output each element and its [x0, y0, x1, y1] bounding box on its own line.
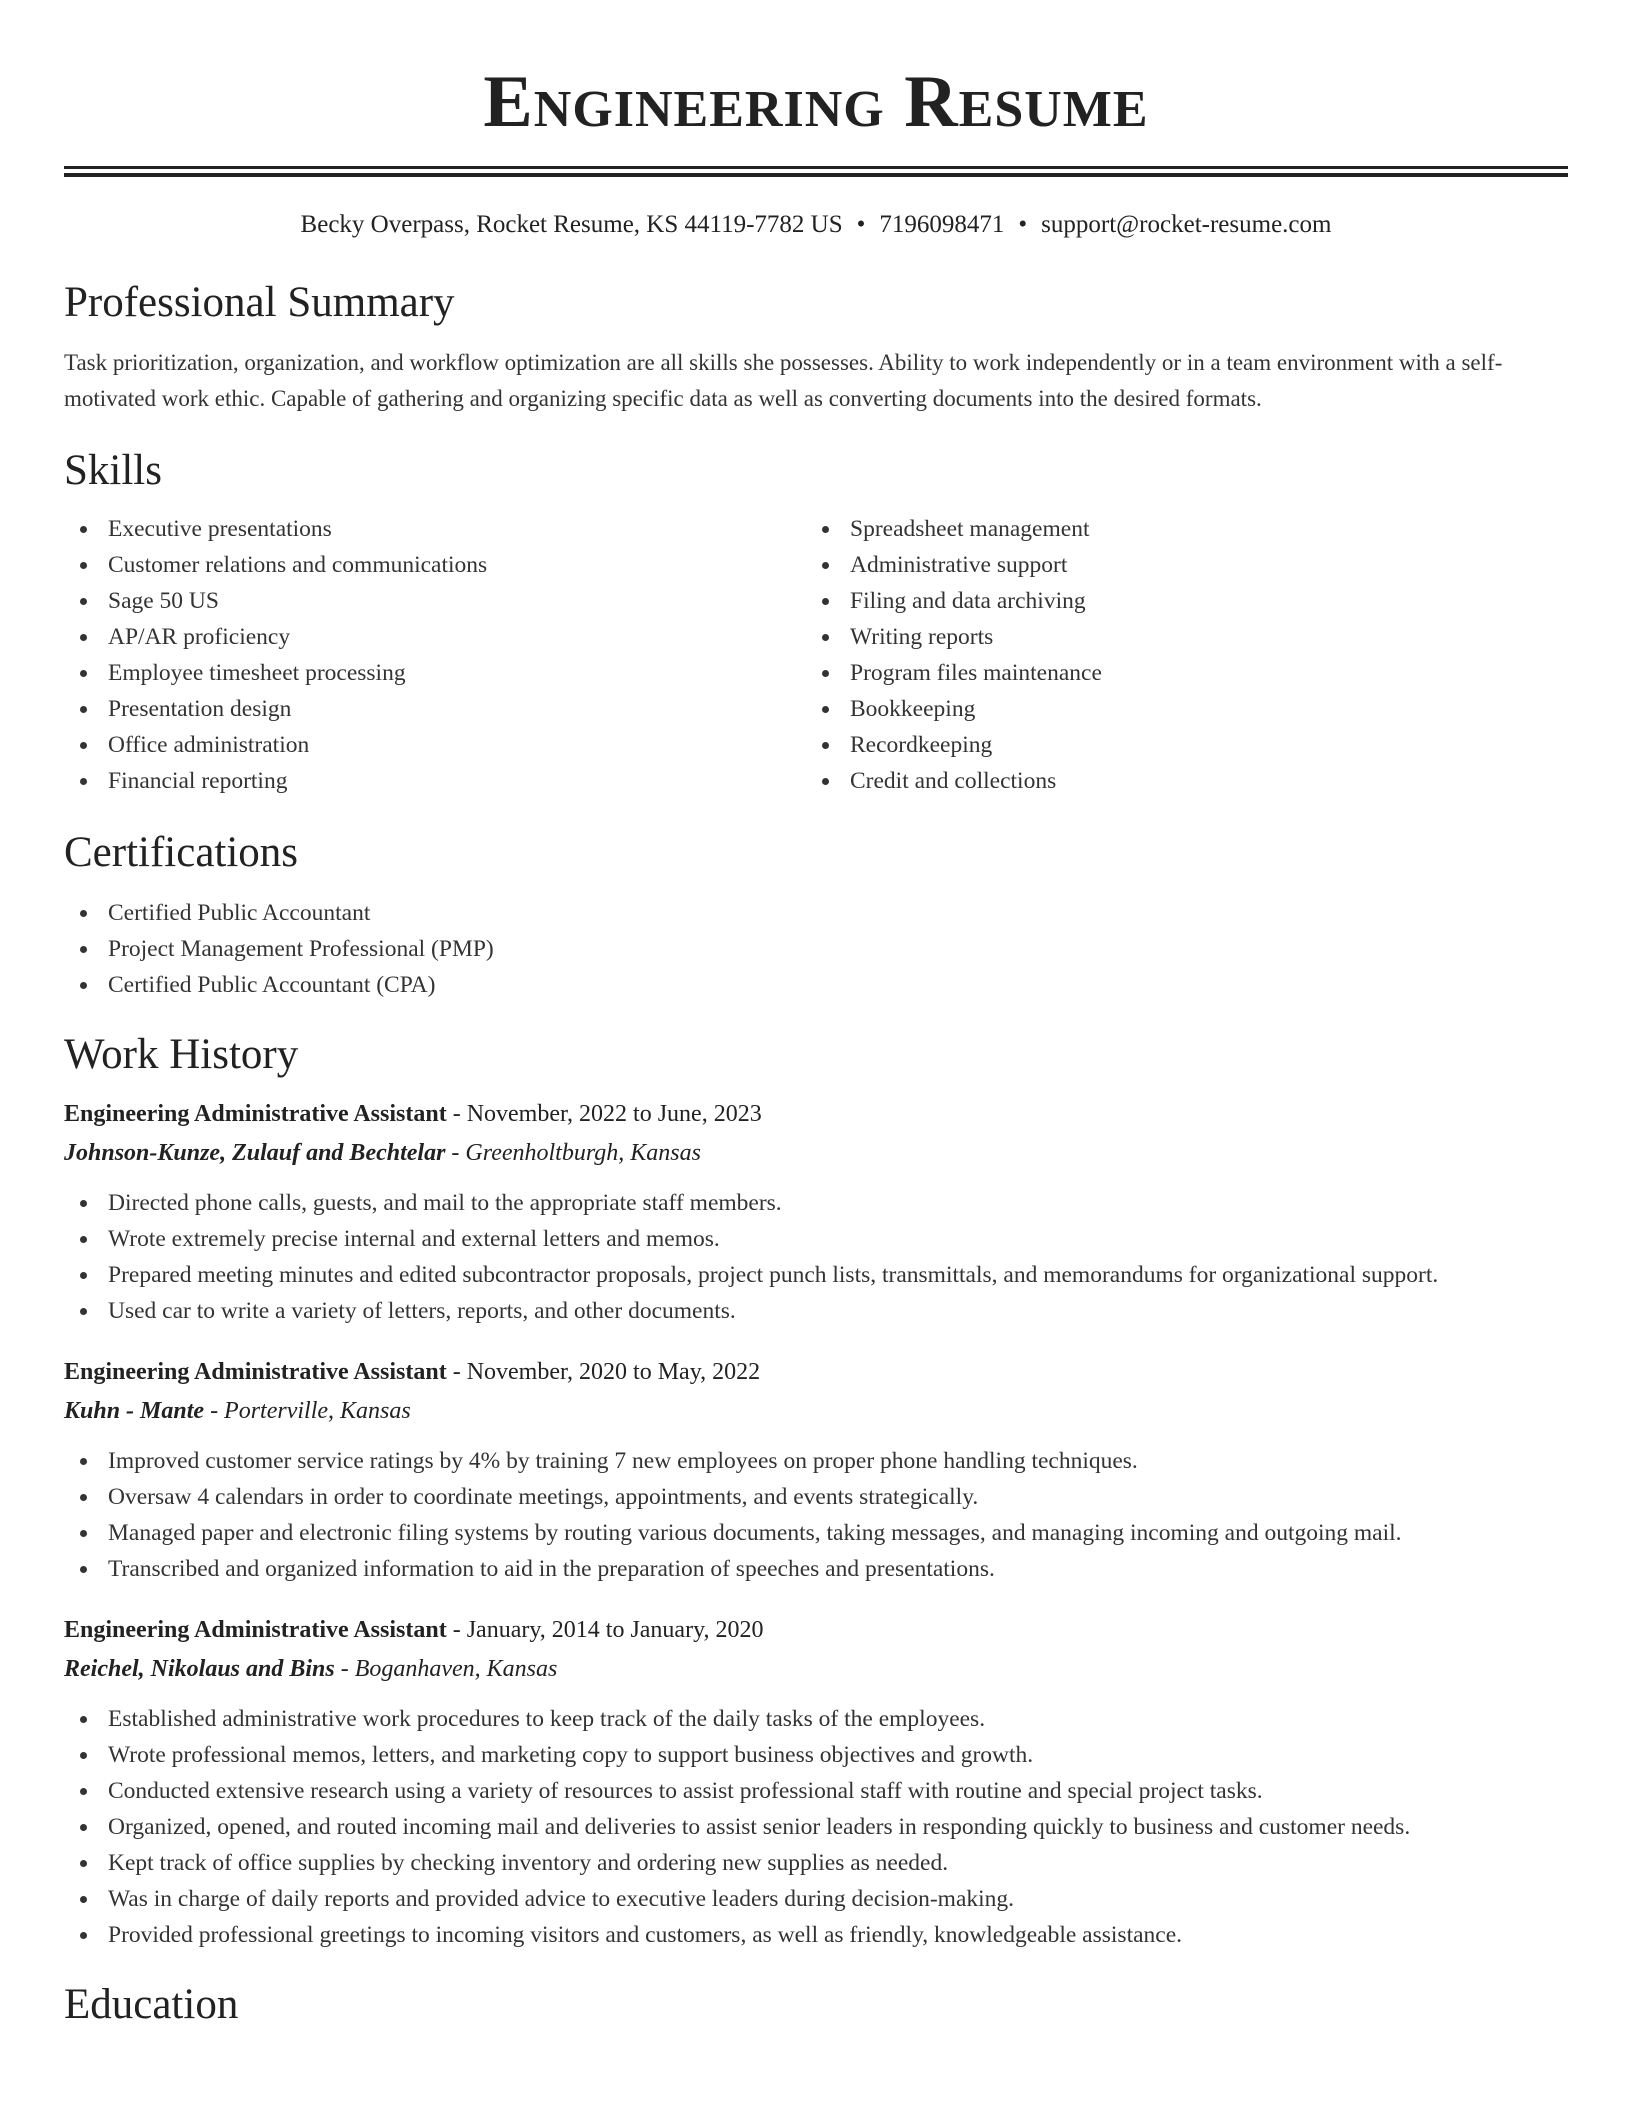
- certifications-list: [64, 895, 1568, 1003]
- contact-separator: •: [856, 211, 866, 238]
- contact-address: Becky Overpass, Rocket Resume, KS 44119-7782 US: [300, 211, 843, 238]
- skill-item: Employee timesheet processing: [64, 655, 806, 691]
- skill-item: Office administration: [64, 727, 806, 763]
- contact-separator: •: [1018, 211, 1028, 238]
- skill-item: Credit and collections: [806, 763, 1548, 799]
- job-bullets: [64, 1443, 1568, 1587]
- skill-item: Administrative support: [806, 547, 1548, 583]
- job-company-line: [64, 1391, 1568, 1431]
- job-location: - Boganhaven, Kansas: [334, 1656, 558, 1682]
- job-company: Reichel, Nikolaus and Bins: [64, 1656, 335, 1682]
- skill-item: Presentation design: [64, 691, 806, 727]
- contact-line: [64, 209, 1568, 241]
- job-bullet: Prepared meeting minutes and edited subcontractor proposals, project punch lists, transmittals, and memorandums for organizational support.: [64, 1257, 1568, 1293]
- skills-right-list: [806, 511, 1548, 799]
- job-location: - Porterville, Kansas: [204, 1398, 411, 1424]
- job-bullet: Used car to write a variety of letters, reports, and other documents.: [64, 1293, 1568, 1329]
- job-bullet: Oversaw 4 calendars in order to coordinate meetings, appointments, and events strategically.: [64, 1479, 1568, 1515]
- skill-item: Writing reports: [806, 619, 1548, 655]
- skill-item: AP/AR proficiency: [64, 619, 806, 655]
- skill-item: Sage 50 US: [64, 583, 806, 619]
- skill-item: Financial reporting: [64, 763, 806, 799]
- job-company-line: [64, 1649, 1568, 1689]
- job-entry: [64, 1095, 1568, 1329]
- skills-left-list: [64, 511, 806, 799]
- job-bullet: Was in charge of daily reports and provided advice to executive leaders during decision-making.: [64, 1881, 1568, 1917]
- education-heading: Education: [64, 1981, 239, 2028]
- job-bullet: Directed phone calls, guests, and mail to the appropriate staff members.: [64, 1185, 1568, 1221]
- skills-grid: [64, 511, 1568, 799]
- job-location: - Greenholtburgh, Kansas: [445, 1140, 701, 1166]
- job-title: Engineering Administrative Assistant: [64, 1617, 447, 1643]
- skill-item: Spreadsheet management: [806, 511, 1548, 547]
- job-entry: [64, 1353, 1568, 1587]
- certification-item: Certified Public Accountant (CPA): [64, 967, 1568, 1003]
- job-bullet: Wrote extremely precise internal and external letters and memos.: [64, 1221, 1568, 1257]
- job-company-line: [64, 1133, 1568, 1173]
- skill-item: Recordkeeping: [806, 727, 1548, 763]
- page-title: Engineering Resume: [483, 61, 1149, 143]
- contact-email: support@rocket-resume.com: [1041, 211, 1332, 238]
- job-bullet: Organized, opened, and routed incoming mail and deliveries to assist senior leaders in responding quickly to business and customer needs.: [64, 1809, 1568, 1845]
- job-bullet: Transcribed and organized information to aid in the preparation of speeches and presentations.: [64, 1551, 1568, 1587]
- skill-item: Program files maintenance: [806, 655, 1548, 691]
- job-dates: - November, 2022 to June, 2023: [446, 1101, 762, 1127]
- job-company: Johnson-Kunze, Zulauf and Bechtelar: [64, 1140, 446, 1166]
- job-bullet: Provided professional greetings to incoming visitors and customers, as well as friendly, knowledgeable assistance.: [64, 1917, 1568, 1953]
- job-header: [64, 1611, 1568, 1649]
- job-header: [64, 1095, 1568, 1133]
- job-header: [64, 1353, 1568, 1391]
- job-bullets: [64, 1185, 1568, 1329]
- title-divider: [64, 166, 1568, 177]
- job-bullet: Wrote professional memos, letters, and marketing copy to support business objectives and growth.: [64, 1737, 1568, 1773]
- summary-text: Task prioritization, organization, and workflow optimization are all skills she possesses. Ability to work independently or in a team environment with a self-motivated work ethic. Capable of gathering and organizing specific data as well as converting documents into the desired formats.: [64, 350, 1503, 411]
- certification-item: Certified Public Accountant: [64, 895, 1568, 931]
- job-title: Engineering Administrative Assistant: [64, 1101, 447, 1127]
- job-bullet: Conducted extensive research using a variety of resources to assist professional staff with routine and special project tasks.: [64, 1773, 1568, 1809]
- summary-heading: Professional Summary: [64, 279, 455, 326]
- certifications-heading: Certifications: [64, 829, 299, 876]
- job-entry: [64, 1611, 1568, 1953]
- job-dates: - January, 2014 to January, 2020: [446, 1617, 764, 1643]
- job-company: Kuhn - Mante: [64, 1398, 205, 1424]
- job-bullet: Kept track of office supplies by checking inventory and ordering new supplies as needed.: [64, 1845, 1568, 1881]
- job-bullet: Managed paper and electronic filing systems by routing various documents, taking messages, and managing incoming and outgoing mail.: [64, 1515, 1568, 1551]
- certification-item: Project Management Professional (PMP): [64, 931, 1568, 967]
- skill-item: Executive presentations: [64, 511, 806, 547]
- job-bullets: [64, 1701, 1568, 1953]
- job-bullet: Improved customer service ratings by 4% by training 7 new employees on proper phone handling techniques.: [64, 1443, 1568, 1479]
- contact-phone: 7196098471: [879, 211, 1005, 238]
- skill-item: Customer relations and communications: [64, 547, 806, 583]
- job-title: Engineering Administrative Assistant: [64, 1359, 447, 1385]
- skill-item: Bookkeeping: [806, 691, 1548, 727]
- work-history-heading: Work History: [64, 1031, 299, 1078]
- skills-heading: Skills: [64, 447, 162, 494]
- job-dates: - November, 2020 to May, 2022: [446, 1359, 761, 1385]
- job-bullet: Established administrative work procedures to keep track of the daily tasks of the employees.: [64, 1701, 1568, 1737]
- skill-item: Filing and data archiving: [806, 583, 1548, 619]
